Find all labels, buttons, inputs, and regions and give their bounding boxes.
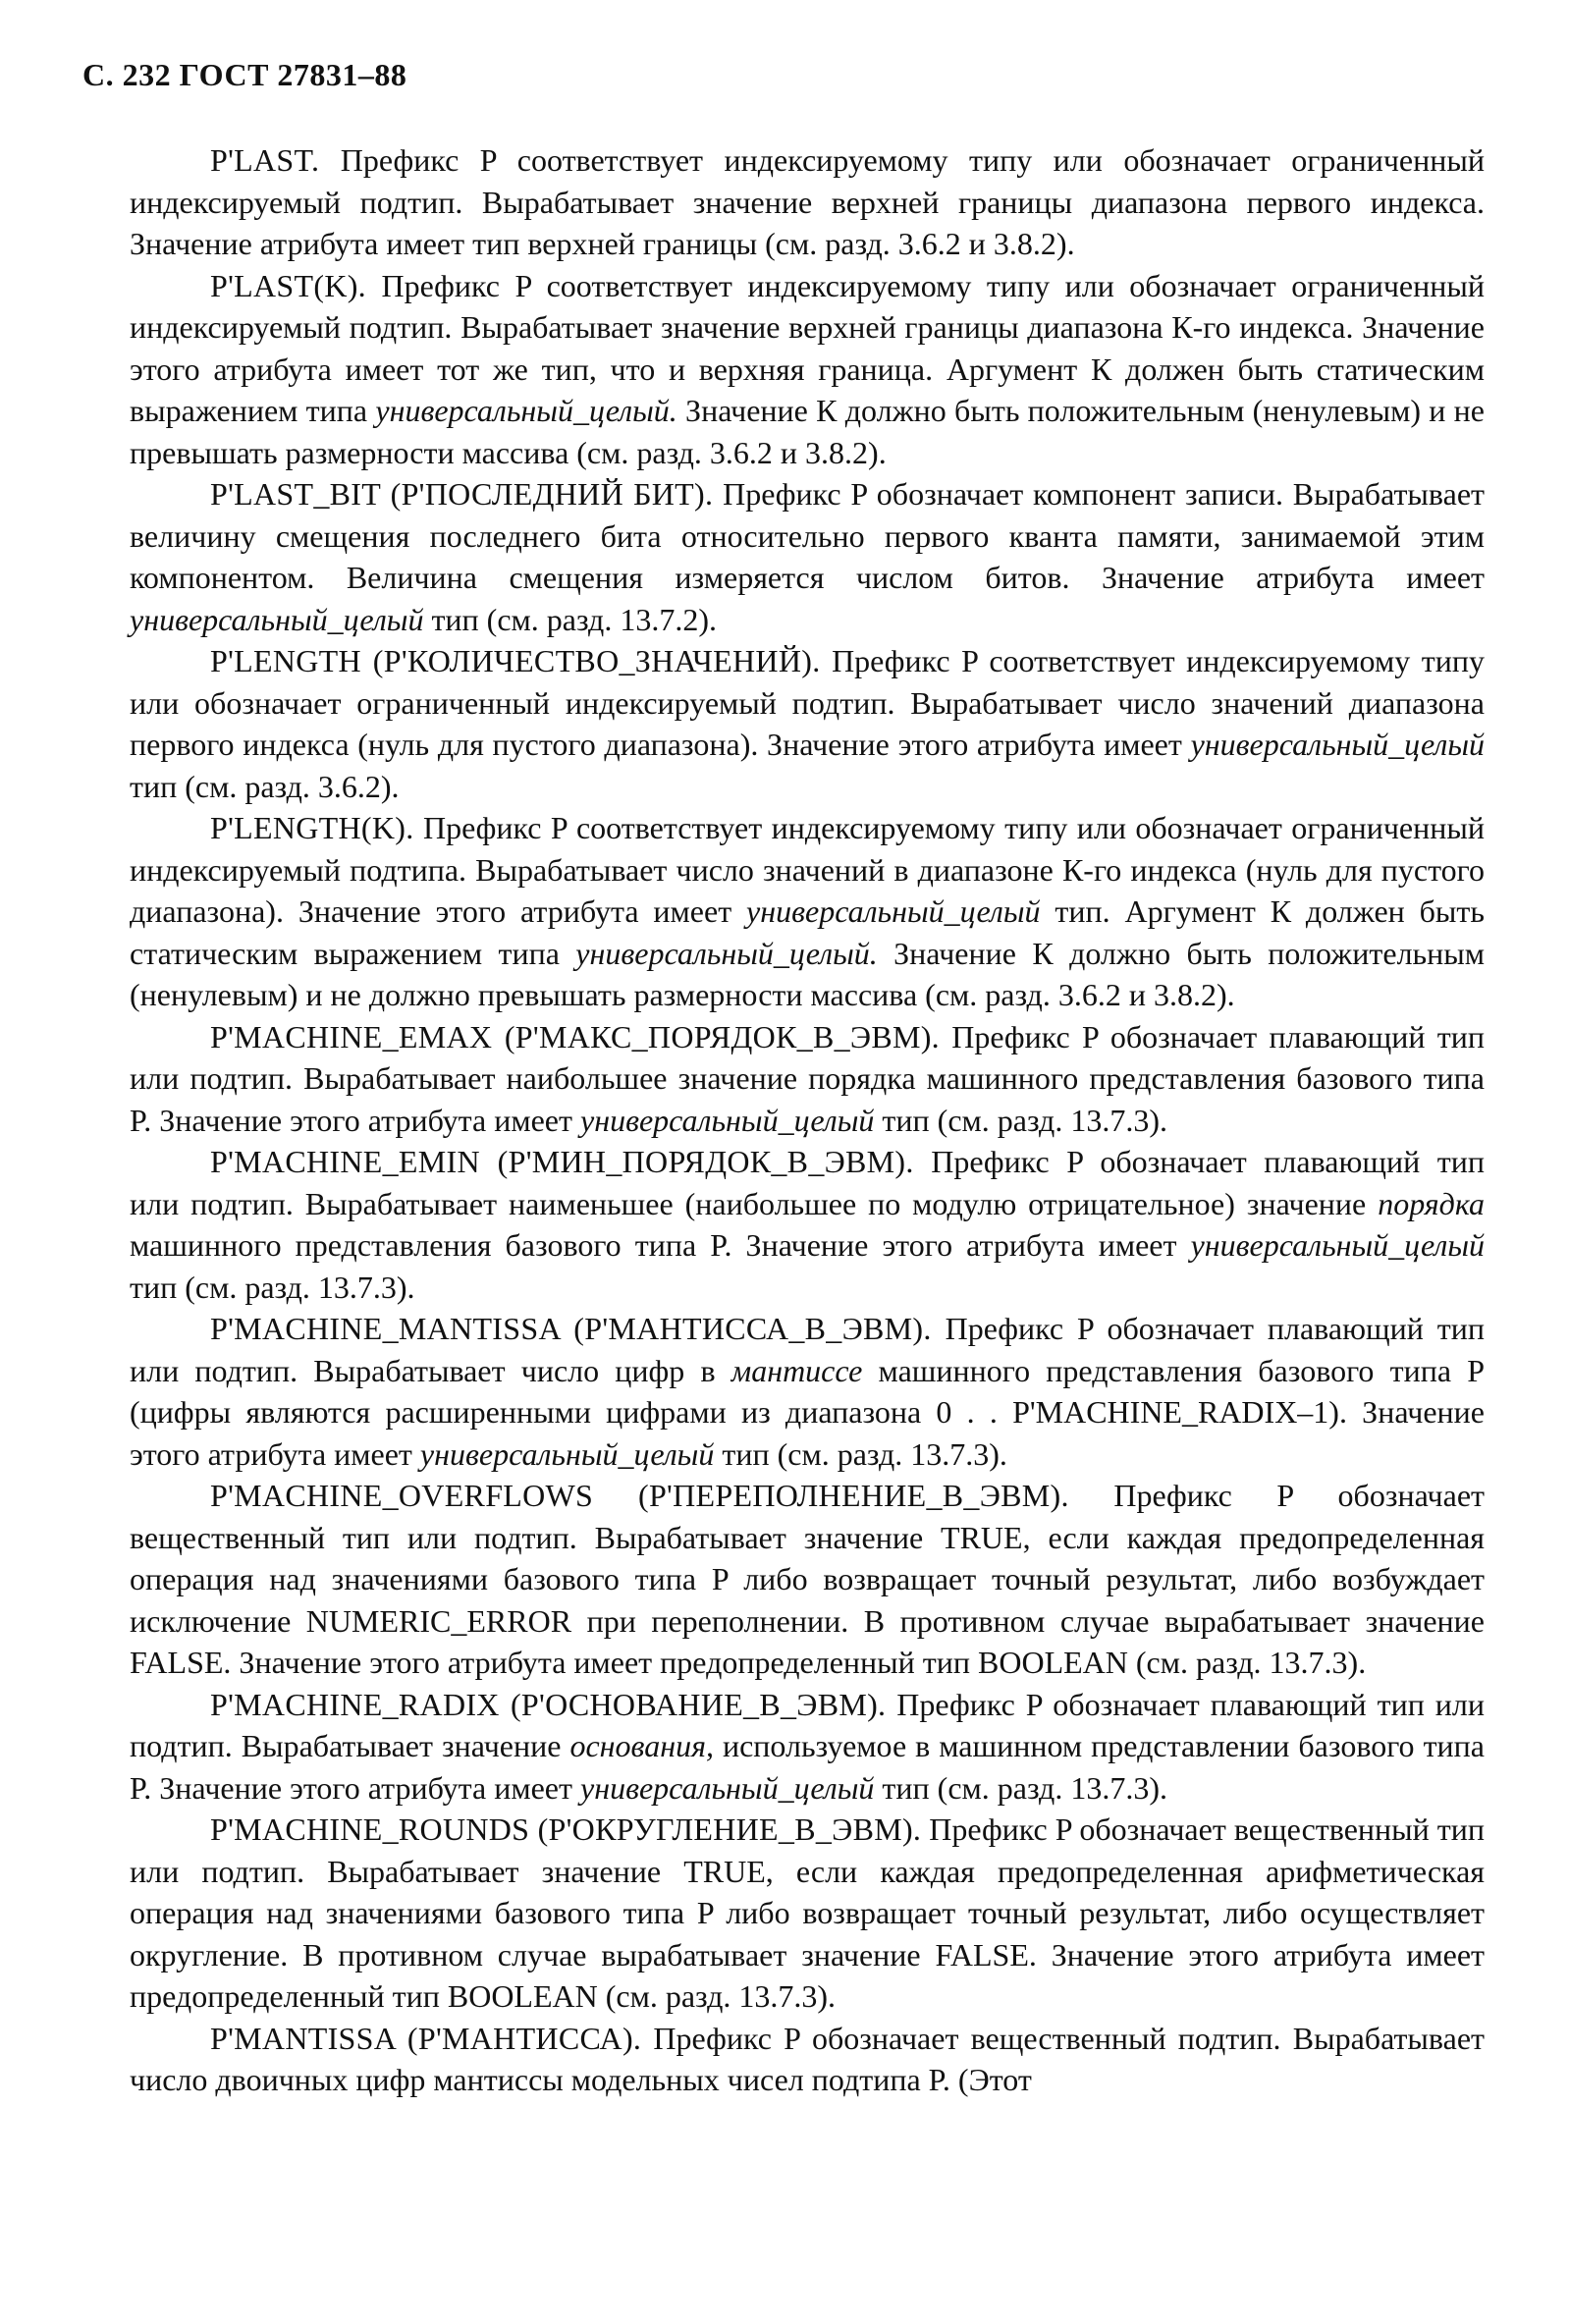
attribute-term: P'MACHINE_RADIX (P'ОСНОВАНИЕ_В_ЭВМ). xyxy=(210,1686,887,1722)
attribute-paragraph xyxy=(130,807,1485,1016)
paragraph-text: машинного представления базового типа P. Значение этого атрибута имеет xyxy=(130,1227,1191,1263)
paragraph-text: Значение К должно быть положительным (ненулевым) и не должно превышать размерности массива (см. разд. 3.6.2 и 3.8.2). xyxy=(130,935,1486,1012)
paragraph-text: тип (см. разд. 13.7.3). xyxy=(874,1102,1167,1138)
attribute-term: P'LAST. xyxy=(210,142,320,178)
paragraph-text: Префикс P обозначает плавающий тип или подтип. Вырабатывает наибольшее значение порядка машинного представления базового типа P. Значение этого атрибута имеет xyxy=(130,1018,1486,1138)
italic-text: универсальный_целый. xyxy=(375,393,677,428)
attribute-paragraph xyxy=(130,265,1485,474)
attribute-paragraph xyxy=(130,473,1485,640)
paragraph-text: Префикс P обозначает плавающий тип или подтип. Вырабатывает значение xyxy=(130,1686,1486,1763)
italic-text: универсальный_целый xyxy=(419,1435,715,1472)
attribute-term: P'LENGTH (P'КОЛИЧЕСТВО_ЗНАЧЕНИЙ). xyxy=(210,643,821,678)
paragraph-text: Префикс P обозначает вещественный подтип. Вырабатывает число двоичных цифр мантиссы модельных чисел подтипа P. (Этот xyxy=(130,2020,1486,2097)
paragraph-text: Префикс P соответствует индексируемому типу или обозначает ограниченный индексируемый подтип. Вырабатывает значение верхней границы диапазона первого индекса. Значение атрибута имеет тип верхней границы (см. разд. 3.6.2 и 3.8.2). xyxy=(130,142,1485,261)
paragraph-text: Префикс P обозначает вещественный тип или подтип. Вырабатывает значение TRUE, если каждая предопределенная операция над значениями базового типа P либо возвращает точный результат, либо возбуждает исключение NUMERIC_ERROR при переполнении. В противном случае вырабатывает значение FALSE. Значение этого атрибута имеет предопределенный тип BOOLEAN (см. разд. 13.7.3). xyxy=(130,1478,1486,1680)
attribute-paragraph xyxy=(130,1684,1485,1810)
paragraph-text: используемое в машинном представлении базового типа P. Значение этого атрибута имеет xyxy=(130,1728,1485,1806)
paragraph-text: Префикс P обозначает плавающий тип или подтип. Вырабатывает наименьшее (наибольшее по модулю отрицательное) значение xyxy=(130,1144,1485,1221)
italic-text: универсальный_целый xyxy=(1190,1227,1485,1263)
attribute-paragraph xyxy=(130,1308,1485,1475)
paragraph-text: тип (см. разд. 13.7.3). xyxy=(130,1269,415,1305)
attribute-paragraph xyxy=(130,1141,1485,1308)
attribute-paragraph xyxy=(130,1475,1485,1684)
italic-text: универсальный_целый xyxy=(130,601,424,637)
paragraph-text: Значение К должно быть положительным (ненулевым) и не превышать размерности массива (см. разд. 3.6.2 и 3.8.2). xyxy=(130,393,1486,470)
document-body xyxy=(130,139,1485,2101)
paragraph-text: машинного представления базового типа P (цифры являются расширенными цифрами из диапазона 0 . . P'MACHINE_RADIX–1). Значение этого атрибута имеет xyxy=(130,1352,1486,1472)
attribute-paragraph xyxy=(130,640,1485,807)
paragraph-text: тип. Аргумент К должен быть статическим выражением типа xyxy=(130,893,1485,971)
paragraph-text: Префикс P обозначает вещественный тип или подтип. Вырабатывает значение TRUE, если каждая предопределенная арифметическая операция над значениями базового типа P либо возвращает точный результат, либо осуществляет округление. В противном случае вырабатывает значение FALSE. Значение этого атрибута имеет предопределенный тип BOOLEAN (см. разд. 13.7.3). xyxy=(130,1811,1485,2014)
italic-text: универсальный_целый xyxy=(746,893,1041,929)
attribute-paragraph xyxy=(130,1016,1485,1142)
attribute-term: P'MACHINE_MANTISSA (P'МАНТИССА_В_ЭВМ). xyxy=(210,1311,932,1346)
paragraph-text: тип (см. разд. 13.7.2). xyxy=(423,601,717,637)
attribute-term: P'MACHINE_EMIN (P'МИН_ПОРЯДОК_В_ЭВМ). xyxy=(210,1144,914,1179)
attribute-term: P'LAST(K). xyxy=(210,267,366,303)
paragraph-text: тип (см. разд. 13.7.3). xyxy=(874,1769,1167,1806)
attribute-term: P'MACHINE_EMAX (P'МАКС_ПОРЯДОК_В_ЭВМ). xyxy=(210,1018,940,1054)
paragraph-text: Префикс P соответствует индексируемому типу или обозначает ограниченный индексируемый подтип. Вырабатывает значение верхней границы диапазона К-го индекса. Значение этого атрибута имеет тот же тип, что и верхняя граница. Аргумент К должен быть статическим выражением типа xyxy=(130,267,1485,428)
attribute-term: P'MANTISSA (P'МАНТИССА). xyxy=(210,2020,642,2056)
italic-text: универсальный_целый. xyxy=(575,935,878,971)
attribute-paragraph xyxy=(130,1809,1485,2018)
attribute-term: P'MACHINE_OVERFLOWS (P'ПЕРЕПОЛНЕНИЕ_В_ЭВМ). xyxy=(210,1478,1069,1513)
paragraph-text: Префикс P соответствует индексируемому типу или обозначает ограниченный индексируемый подтипа. Вырабатывает число значений в диапазоне К-го индекса (нуль для пустого диапазона). Значение этого атрибута имеет xyxy=(130,810,1485,929)
attribute-paragraph xyxy=(130,139,1485,265)
italic-text: универсальный_целый xyxy=(579,1769,875,1806)
italic-text: универсальный_целый xyxy=(1190,727,1485,762)
attribute-paragraph xyxy=(130,2018,1485,2101)
italic-text: мантиссе xyxy=(730,1352,863,1388)
paragraph-text: Префикс P соответствует индексируемому типу или обозначает ограниченный индексируемый подтип. Вырабатывает число значений диапазона первого индекса (нуль для пустого диапазона). Значение этого атрибута имеет xyxy=(130,643,1485,762)
paragraph-text: тип (см. разд. 3.6.2). xyxy=(130,768,400,804)
italic-text: универсальный_целый xyxy=(579,1102,875,1138)
paragraph-text: Префикс P обозначает компонент записи. Вырабатывает величину смещения последнего бита относительно первого кванта памяти, занимаемой этим компонентом. Величина смещения измеряется числом битов. Значение атрибута имеет xyxy=(130,476,1486,595)
italic-text: основания, xyxy=(569,1728,714,1763)
paragraph-text: Префикс P обозначает плавающий тип или подтип. Вырабатывает число цифр в xyxy=(130,1311,1486,1388)
attribute-term: P'LAST_BIT (P'ПОСЛЕДНИЙ БИТ). xyxy=(210,476,714,512)
attribute-term: P'MACHINE_ROUNDS (P'ОКРУГЛЕНИЕ_В_ЭВМ). xyxy=(210,1811,922,1847)
paragraph-text: тип (см. разд. 13.7.3). xyxy=(714,1435,1007,1472)
page-header: С. 232 ГОСТ 27831–88 xyxy=(82,57,407,92)
attribute-term: P'LENGTH(K). xyxy=(210,810,414,845)
italic-text: порядка xyxy=(1378,1185,1485,1221)
